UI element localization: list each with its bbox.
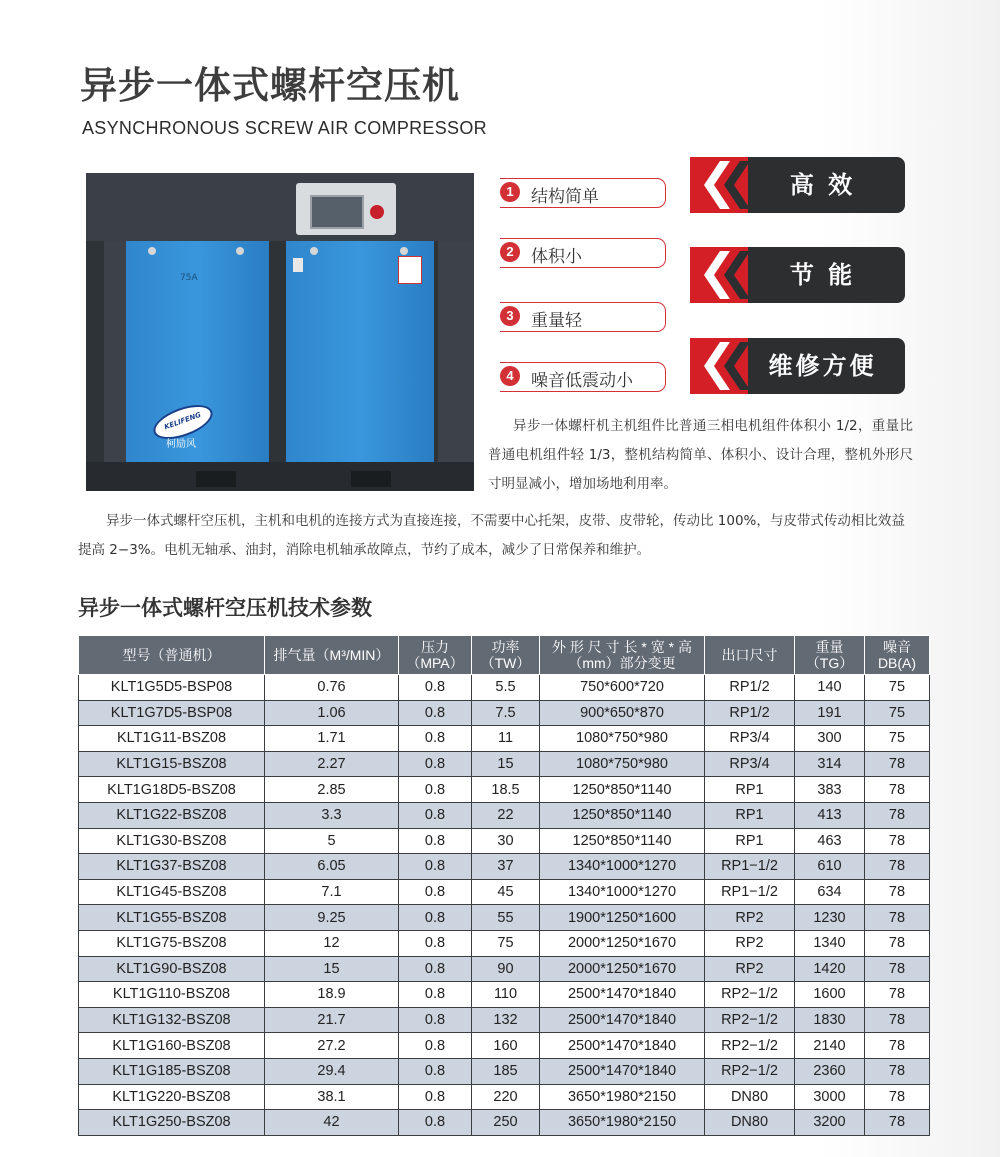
table-cell: 0.8: [399, 1084, 472, 1110]
table-cell: 1080*750*980: [540, 726, 705, 752]
table-cell: 413: [795, 802, 865, 828]
table-cell: 7.5: [472, 700, 540, 726]
table-cell: 3650*1980*2150: [540, 1110, 705, 1136]
table-cell: 38.1: [265, 1084, 399, 1110]
table-cell: 0.8: [399, 777, 472, 803]
description-paragraph: 异步一体式螺杆空压机，主机和电机的连接方式为直接连接，不需要中心托架，皮带、皮带轮，传动比 100%，与皮带式传动相比效益提高 2−3%。电机无轴承、油封，消除电机轴承故障点，节约了成本，减少了日常保养和维护。: [78, 513, 905, 558]
table-cell: 610: [795, 854, 865, 880]
table-cell: 78: [865, 854, 930, 880]
table-cell: 1.71: [265, 726, 399, 752]
table-row: [79, 700, 930, 726]
table-cell: 7.1: [265, 879, 399, 905]
table-cell: RP2: [705, 930, 795, 956]
table-cell: 750*600*720: [540, 675, 705, 701]
table-cell: 314: [795, 751, 865, 777]
table-cell: 90: [472, 956, 540, 982]
table-row: [79, 802, 930, 828]
table-cell: 45: [472, 879, 540, 905]
table-cell: 78: [865, 930, 930, 956]
table-cell: 1900*1250*1600: [540, 905, 705, 931]
feature-number: 2: [500, 242, 520, 262]
table-cell: 18.9: [265, 982, 399, 1008]
table-row: [79, 905, 930, 931]
table-cell: 0.8: [399, 854, 472, 880]
table-cell: 0.76: [265, 675, 399, 701]
spec-table: [78, 635, 930, 1136]
table-row: [79, 1084, 930, 1110]
table-cell: 0.8: [399, 905, 472, 931]
compressor-image: [86, 173, 474, 491]
table-cell: 0.8: [399, 700, 472, 726]
table-cell: 0.8: [399, 1007, 472, 1033]
table-cell: RP1: [705, 777, 795, 803]
table-cell: 75: [472, 930, 540, 956]
table-cell: RP1: [705, 828, 795, 854]
table-header-cell: 排气量（M³/MIN）: [265, 636, 399, 675]
table-cell: 11: [472, 726, 540, 752]
table-row: [79, 675, 930, 701]
table-cell: KLT1G75-BSZ08: [79, 930, 265, 956]
table-cell: KLT1G5D5-BSP08: [79, 675, 265, 701]
warning-label-icon: [398, 256, 422, 284]
table-cell: 78: [865, 1033, 930, 1059]
table-cell: KLT1G250-BSZ08: [79, 1110, 265, 1136]
table-cell: 250: [472, 1110, 540, 1136]
table-cell: KLT1G160-BSZ08: [79, 1033, 265, 1059]
table-cell: RP2−1/2: [705, 982, 795, 1008]
table-cell: RP3/4: [705, 751, 795, 777]
table-cell: 110: [472, 982, 540, 1008]
badge-efficiency: [690, 157, 905, 213]
table-cell: 3650*1980*2150: [540, 1084, 705, 1110]
table-cell: RP3/4: [705, 726, 795, 752]
table-cell: KLT1G30-BSZ08: [79, 828, 265, 854]
feature-number: 3: [500, 306, 520, 326]
table-cell: 2500*1470*1840: [540, 1033, 705, 1059]
table-cell: 2360: [795, 1058, 865, 1084]
table-cell: KLT1G45-BSZ08: [79, 879, 265, 905]
table-cell: KLT1G15-BSZ08: [79, 751, 265, 777]
table-cell: KLT1G11-BSZ08: [79, 726, 265, 752]
table-cell: 1340*1000*1270: [540, 854, 705, 880]
table-cell: 2.85: [265, 777, 399, 803]
table-header-row: [79, 636, 930, 675]
table-cell: RP2−1/2: [705, 1058, 795, 1084]
table-cell: KLT1G22-BSZ08: [79, 802, 265, 828]
display-screen: [310, 195, 364, 229]
table-cell: 0.8: [399, 802, 472, 828]
table-cell: 27.2: [265, 1033, 399, 1059]
table-cell: 383: [795, 777, 865, 803]
table-cell: RP2: [705, 956, 795, 982]
table-row: [79, 956, 930, 982]
table-cell: 78: [865, 879, 930, 905]
table-cell: 1080*750*980: [540, 751, 705, 777]
feature-item: [500, 302, 666, 332]
table-row: [79, 930, 930, 956]
feature-item: [500, 178, 666, 208]
table-cell: RP1/2: [705, 675, 795, 701]
table-cell: 29.4: [265, 1058, 399, 1084]
table-cell: KLT1G7D5-BSP08: [79, 700, 265, 726]
table-row: [79, 982, 930, 1008]
table-cell: 21.7: [265, 1007, 399, 1033]
table-cell: 140: [795, 675, 865, 701]
table-cell: 160: [472, 1033, 540, 1059]
table-cell: 75: [865, 675, 930, 701]
table-cell: RP1−1/2: [705, 879, 795, 905]
table-cell: 1250*850*1140: [540, 802, 705, 828]
table-cell: 78: [865, 1007, 930, 1033]
table-cell: 1420: [795, 956, 865, 982]
table-cell: KLT1G18D5-BSZ08: [79, 777, 265, 803]
table-row: [79, 1007, 930, 1033]
table-cell: DN80: [705, 1110, 795, 1136]
table-cell: 42: [265, 1110, 399, 1136]
table-cell: 185: [472, 1058, 540, 1084]
model-tag: 75A: [180, 273, 198, 283]
table-cell: 1600: [795, 982, 865, 1008]
table-cell: 0.8: [399, 726, 472, 752]
table-cell: 0.8: [399, 1058, 472, 1084]
table-row: [79, 828, 930, 854]
table-cell: 78: [865, 777, 930, 803]
badge-label: 节 能: [789, 261, 856, 289]
badge-energy: [690, 247, 905, 303]
table-cell: 1.06: [265, 700, 399, 726]
table-cell: 0.8: [399, 956, 472, 982]
table-cell: 6.05: [265, 854, 399, 880]
table-cell: 900*650*870: [540, 700, 705, 726]
table-cell: 1830: [795, 1007, 865, 1033]
table-row: [79, 751, 930, 777]
table-cell: 30: [472, 828, 540, 854]
feature-label: 噪音低震动小: [531, 371, 633, 391]
table-row: [79, 726, 930, 752]
table-row: [79, 854, 930, 880]
table-cell: 191: [795, 700, 865, 726]
table-header-cell: 噪音 DB(A): [865, 636, 930, 675]
table-cell: 78: [865, 802, 930, 828]
table-cell: 1230: [795, 905, 865, 931]
badge-label: 高 效: [789, 171, 856, 199]
table-cell: 3200: [795, 1110, 865, 1136]
table-cell: 75: [865, 700, 930, 726]
table-cell: 78: [865, 751, 930, 777]
table-cell: 0.8: [399, 879, 472, 905]
page-subtitle: ASYNCHRONOUS SCREW AIR COMPRESSOR: [82, 118, 487, 138]
table-cell: 132: [472, 1007, 540, 1033]
table-cell: 0.8: [399, 751, 472, 777]
description-paragraph: 异步一体螺杆机主机组件比普通三相电机组件体积小 1/2，重量比普通电机组件轻 1/3，整机结构简单、体积小、设计合理，整机外形尺寸明显减小，增加场地利用率。: [488, 418, 913, 492]
table-cell: 2500*1470*1840: [540, 1058, 705, 1084]
table-cell: 2500*1470*1840: [540, 1007, 705, 1033]
table-cell: KLT1G110-BSZ08: [79, 982, 265, 1008]
table-cell: 3.3: [265, 802, 399, 828]
table-cell: RP2: [705, 905, 795, 931]
control-panel: [296, 183, 396, 235]
page-title: 异步一体式螺杆空压机: [80, 64, 460, 107]
table-row: [79, 777, 930, 803]
badge-label: 维修方便: [768, 352, 877, 380]
feature-label: 体积小: [531, 247, 582, 267]
table-cell: KLT1G55-BSZ08: [79, 905, 265, 931]
table-cell: RP1/2: [705, 700, 795, 726]
table-cell: 78: [865, 1084, 930, 1110]
table-cell: KLT1G90-BSZ08: [79, 956, 265, 982]
table-cell: 18.5: [472, 777, 540, 803]
table-cell: 9.25: [265, 905, 399, 931]
feature-item: [500, 238, 666, 268]
table-cell: 0.8: [399, 930, 472, 956]
table-cell: 220: [472, 1084, 540, 1110]
table-cell: 78: [865, 828, 930, 854]
table-cell: DN80: [705, 1084, 795, 1110]
table-cell: 55: [472, 905, 540, 931]
table-cell: 1250*850*1140: [540, 777, 705, 803]
feature-number: 1: [500, 182, 520, 202]
table-cell: 2500*1470*1840: [540, 982, 705, 1008]
table-cell: RP1−1/2: [705, 854, 795, 880]
feature-item: [500, 362, 666, 392]
table-cell: 634: [795, 879, 865, 905]
table-cell: 2000*1250*1670: [540, 956, 705, 982]
table-row: [79, 1033, 930, 1059]
table-cell: 463: [795, 828, 865, 854]
table-cell: RP1: [705, 802, 795, 828]
table-cell: 2140: [795, 1033, 865, 1059]
table-cell: 78: [865, 1058, 930, 1084]
table-cell: 78: [865, 956, 930, 982]
table-cell: RP2−1/2: [705, 1033, 795, 1059]
table-cell: 300: [795, 726, 865, 752]
table-header-cell: 型号（普通机）: [79, 636, 265, 675]
table-cell: KLT1G132-BSZ08: [79, 1007, 265, 1033]
table-cell: 5: [265, 828, 399, 854]
table-cell: RP2−1/2: [705, 1007, 795, 1033]
table-row: [79, 1058, 930, 1084]
table-cell: 75: [865, 726, 930, 752]
table-cell: 0.8: [399, 1033, 472, 1059]
table-cell: 5.5: [472, 675, 540, 701]
table-cell: 2.27: [265, 751, 399, 777]
table-header-cell: 重量 （TG）: [795, 636, 865, 675]
brand-name: 柯励风: [166, 439, 196, 450]
table-cell: 15: [265, 956, 399, 982]
table-title: 异步一体式螺杆空压机技术参数: [78, 596, 372, 620]
feature-label: 重量轻: [531, 311, 582, 331]
emergency-stop-icon: [370, 205, 384, 219]
table-cell: KLT1G220-BSZ08: [79, 1084, 265, 1110]
table-cell: 78: [865, 982, 930, 1008]
table-cell: 0.8: [399, 828, 472, 854]
table-cell: 22: [472, 802, 540, 828]
table-cell: 1250*850*1140: [540, 828, 705, 854]
table-cell: 12: [265, 930, 399, 956]
table-header-cell: 外 形 尺 寸 长 * 宽 * 高 （mm）部分变更: [540, 636, 705, 675]
table-cell: KLT1G37-BSZ08: [79, 854, 265, 880]
feature-label: 结构简单: [531, 187, 599, 207]
table-cell: KLT1G185-BSZ08: [79, 1058, 265, 1084]
feature-number: 4: [500, 366, 520, 386]
table-cell: 15: [472, 751, 540, 777]
brand-logo: KELIFENG: [149, 398, 217, 446]
table-cell: 78: [865, 1110, 930, 1136]
table-row: [79, 1110, 930, 1136]
table-header-cell: 功率 （TW）: [472, 636, 540, 675]
table-cell: 1340*1000*1270: [540, 879, 705, 905]
table-cell: 78: [865, 905, 930, 931]
table-cell: 3000: [795, 1084, 865, 1110]
table-header-cell: 压力 （MPA）: [399, 636, 472, 675]
table-cell: 2000*1250*1670: [540, 930, 705, 956]
table-cell: 1340: [795, 930, 865, 956]
table-cell: 37: [472, 854, 540, 880]
badge-maintenance: [690, 338, 905, 394]
table-cell: 0.8: [399, 982, 472, 1008]
table-header-cell: 出口尺寸: [705, 636, 795, 675]
table-row: [79, 879, 930, 905]
table-cell: 0.8: [399, 1110, 472, 1136]
table-cell: 0.8: [399, 675, 472, 701]
